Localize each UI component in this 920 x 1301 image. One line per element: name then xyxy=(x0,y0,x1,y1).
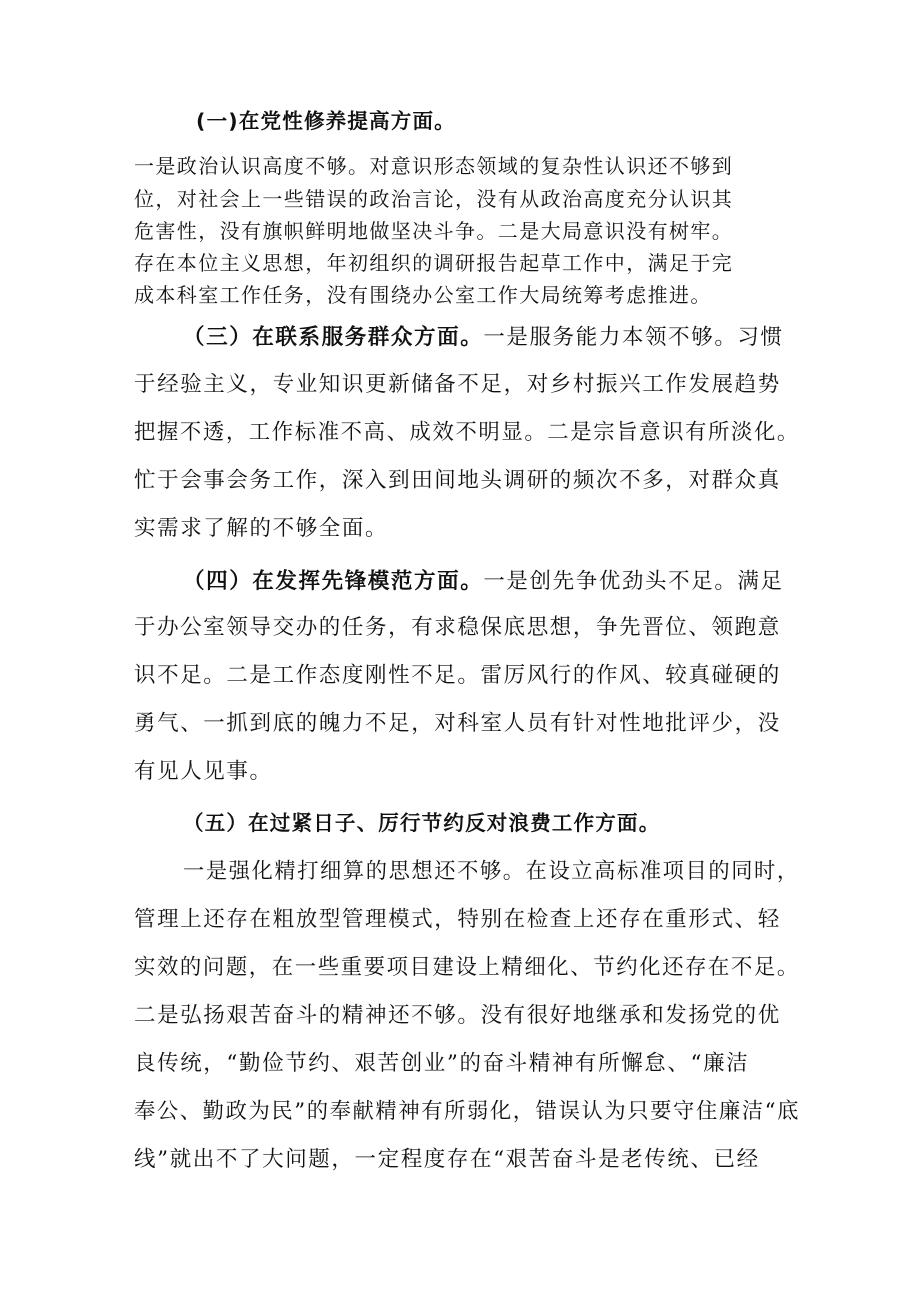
section-1-line-3: 危害性，没有旗帜鲜明地做坚决斗争。二是大局意识没有树牢。 xyxy=(134,219,734,243)
section-1-line-1: 一是政治认识高度不够。对意识形态领域的复杂性认识还不够到 xyxy=(134,154,734,178)
section-4-heading: （四）在发挥先锋模范方面。 xyxy=(183,569,484,594)
section-3-line-2: 于经验主义，专业知识更新储备不足，对乡村振兴工作发展趋势 xyxy=(134,372,781,397)
section-5-line-5: 良传统，“勤俭节约、艰苦创业”的奋斗精神有所懈怠、“廉洁 xyxy=(134,1051,750,1076)
section-3-line-5: 实需求了解的不够全面。 xyxy=(134,516,389,541)
section-4-line-1 xyxy=(183,564,784,595)
section-3-heading: （三）在联系服务群众方面。 xyxy=(183,325,484,350)
section-5-line-4: 二是弘扬艰苦奋斗的精神还不够。没有很好地继承和发扬党的优 xyxy=(134,1003,781,1028)
section-4-line-2: 于办公室领导交办的任务，有求稳保底思想，争先晋位、领跑意 xyxy=(134,615,781,640)
section-3-line-1 xyxy=(183,320,784,351)
section-3-line-3: 把握不透，工作标准不高、成效不明显。二是宗旨意识有所淡化。 xyxy=(134,420,800,445)
section-5-line-3: 实效的问题，在一些重要项目建设上精细化、节约化还存在不足。 xyxy=(134,955,800,980)
section-1-line-2: 位，对社会上一些错误的政治言论，没有从政治高度充分认识其 xyxy=(134,187,734,211)
section-5-line-6: 奉公、勤政为民”的奉献精神有所弱化，错误认为只要守住廉洁“底 xyxy=(134,1099,801,1124)
section-5-line-1: 一是强化精打细算的思想还不够。在设立高标准项目的同时， xyxy=(183,859,800,884)
section-4-line-5: 有见人见事。 xyxy=(134,759,273,784)
section-3-line-1-text: 一是服务能力本领不够。习惯 xyxy=(483,325,784,350)
section-1-line-4: 存在本位主义思想，年初组织的调研报告起草工作中，满足于完 xyxy=(134,251,734,275)
section-1-heading: (一)在党性修养提高方面。 xyxy=(196,109,456,133)
section-4-line-4: 勇气、一抓到底的魄力不足，对科室人员有针对性地批评少，没 xyxy=(134,711,781,736)
section-4-line-3: 识不足。二是工作态度刚性不足。雷厉风行的作风、较真碰硬的 xyxy=(134,663,781,688)
section-3-line-4: 忙于会事会务工作，深入到田间地头调研的频次不多，对群众真 xyxy=(134,468,781,493)
section-5-line-2: 管理上还存在粗放型管理模式，特别在检查上还存在重形式、轻 xyxy=(134,907,781,932)
section-1-line-5: 成本科室工作任务，没有围绕办公室工作大局统筹考虑推进。 xyxy=(134,283,712,307)
section-4-line-1-text: 一是创先争优劲头不足。满足 xyxy=(483,569,784,594)
section-5-heading: （五）在过紧日子、厉行节约反对浪费工作方面。 xyxy=(183,811,661,835)
section-5-line-7: 线”就出不了大问题，一定程度存在“艰苦奋斗是老传统、已经 xyxy=(134,1147,760,1172)
